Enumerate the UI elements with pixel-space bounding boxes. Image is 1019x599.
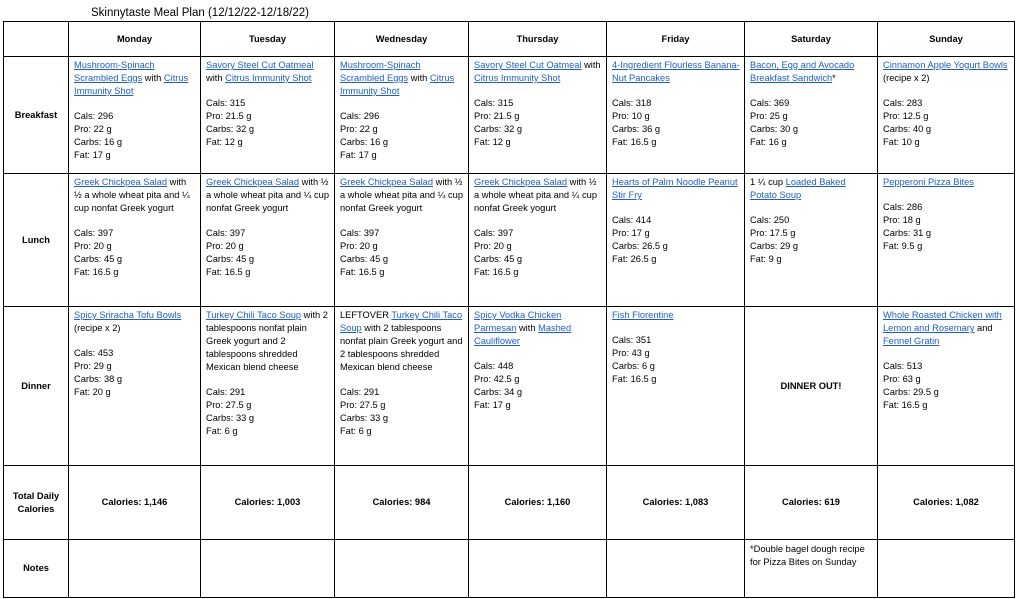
nutrition-info <box>474 360 602 412</box>
nutrition-line: Pro: 22 g <box>340 124 378 134</box>
meal-suffix-text: with ½ a whole wheat pita and ¼ cup nonfat Greek yogurt <box>474 177 598 213</box>
meal-connector-text: with <box>516 323 539 333</box>
recipe-link[interactable]: 4-Ingredient Flourless Banana-Nut Pancakes <box>612 60 740 83</box>
nutrition-info <box>206 227 330 279</box>
nutrition-line: Pro: 17 g <box>612 228 650 238</box>
nutrition-info <box>474 227 602 279</box>
nutrition-line: Cals: 397 <box>340 228 380 238</box>
meal-suffix-text: with 2 tablespoons nonfat plain Greek yogurt and 2 tablespoons shredded Mexican blend cheese <box>206 310 328 372</box>
nutrition-line: Cals: 369 <box>750 98 790 108</box>
nutrition-info <box>612 97 740 149</box>
meal-suffix-text: (recipe x 2) <box>883 73 930 83</box>
breakfast-cell-sunday <box>878 57 1015 174</box>
nutrition-line: Cals: 351 <box>612 335 652 345</box>
dinner-cell-friday <box>607 307 745 466</box>
nutrition-line: Fat: 16.5 g <box>612 374 657 384</box>
recipe-link[interactable]: Citrus Immunity Shot <box>474 73 561 83</box>
dinner-cell-saturday: DINNER OUT! <box>745 307 878 466</box>
meal-prefix-text: 1 ¼ cup <box>750 177 786 187</box>
header-row <box>4 22 1015 57</box>
note-text: *Double bagel dough recipe for Pizza Bites on Sunday <box>750 544 865 567</box>
total-calories-monday: Calories: 1,146 <box>69 466 201 540</box>
total-calories-sunday: Calories: 1,082 <box>878 466 1015 540</box>
nutrition-line: Fat: 16.5 g <box>474 267 519 277</box>
recipe-link[interactable]: Cinnamon Apple Yogurt Bowls <box>883 60 1008 70</box>
meal-description <box>612 59 740 85</box>
nutrition-line: Carbs: 38 g <box>74 374 123 384</box>
note-thursday <box>469 540 607 598</box>
total-calories-friday: Calories: 1,083 <box>607 466 745 540</box>
recipe-link[interactable]: Spicy Sriracha Tofu Bowls <box>74 310 182 320</box>
meal-description <box>340 59 464 98</box>
nutrition-line: Carbs: 6 g <box>612 361 655 371</box>
breakfast-cell-monday <box>69 57 201 174</box>
recipe-link[interactable]: Savory Steel Cut Oatmeal <box>474 60 582 70</box>
recipe-link[interactable]: Savory Steel Cut Oatmeal <box>206 60 314 70</box>
recipe-link[interactable]: Mashed Cauliflower <box>474 323 572 346</box>
lunch-cell-saturday <box>745 174 878 307</box>
nutrition-line: Pro: 43 g <box>612 348 650 358</box>
day-header-monday: Monday <box>69 22 201 57</box>
meal-cell-content <box>745 174 877 266</box>
nutrition-line: Fat: 16.5 g <box>883 400 928 410</box>
nutrition-line: Carbs: 32 g <box>206 124 255 134</box>
total-row <box>4 466 1015 540</box>
note-wednesday <box>335 540 469 598</box>
note-text <box>335 540 468 543</box>
nutrition-line: Carbs: 45 g <box>474 254 523 264</box>
meal-description <box>340 176 464 215</box>
page-title: Skinnytaste Meal Plan (12/12/22-12/18/22) <box>91 7 309 19</box>
nutrition-line: Cals: 397 <box>474 228 514 238</box>
row-label-breakfast: Breakfast <box>4 57 69 174</box>
meal-cell-content <box>878 307 1014 412</box>
meal-description <box>883 59 1010 85</box>
meal-cell-content <box>69 174 200 279</box>
nutrition-line: Pro: 20 g <box>206 241 244 251</box>
meal-cell-content <box>201 307 334 438</box>
meal-description <box>750 176 873 202</box>
recipe-link[interactable]: Greek Chickpea Salad <box>474 177 568 187</box>
nutrition-line: Carbs: 29.5 g <box>883 387 939 397</box>
total-calories-tuesday: Calories: 1,003 <box>201 466 335 540</box>
meal-suffix-text: with ½ a whole wheat pita and ¼ cup nonfat Greek yogurt <box>340 177 464 213</box>
nutrition-info <box>883 97 1010 149</box>
meal-suffix-text: * <box>832 73 836 83</box>
nutrition-line: Cals: 296 <box>340 111 380 121</box>
meal-description <box>750 59 873 85</box>
nutrition-info <box>340 227 464 279</box>
note-sunday <box>878 540 1015 598</box>
row-label-dinner: Dinner <box>4 307 69 466</box>
nutrition-line: Carbs: 33 g <box>340 413 389 423</box>
lunch-cell-thursday <box>469 174 607 307</box>
nutrition-line: Cals: 414 <box>612 215 652 225</box>
dinner-cell-monday <box>69 307 201 466</box>
recipe-link[interactable]: Mushroom-Spinach Scrambled Eggs <box>74 60 155 83</box>
meal-connector-text: with <box>206 73 226 83</box>
nutrition-line: Pro: 17.5 g <box>750 228 796 238</box>
meal-suffix-text: with ½ a whole wheat pita and ¼ cup nonfat Greek yogurt <box>206 177 330 213</box>
nutrition-line: Pro: 20 g <box>74 241 112 251</box>
meal-cell-content <box>335 174 468 279</box>
nutrition-line: Cals: 250 <box>750 215 790 225</box>
nutrition-line: Cals: 397 <box>206 228 246 238</box>
breakfast-cell-thursday <box>469 57 607 174</box>
meal-suffix-text: with ½ a whole wheat pita and ¼ cup nonfat Greek yogurt <box>74 177 190 213</box>
meal-description <box>74 309 196 335</box>
note-monday <box>69 540 201 598</box>
meal-cell-content <box>469 174 606 279</box>
meal-cell-content <box>69 307 200 399</box>
meal-cell-content <box>878 57 1014 149</box>
breakfast-cell-tuesday <box>201 57 335 174</box>
meal-description <box>474 59 602 85</box>
lunch-cell-friday <box>607 174 745 307</box>
recipe-link[interactable]: Turkey Chili Taco Soup <box>206 310 302 320</box>
meal-connector-text: and <box>974 323 993 333</box>
meal-description <box>883 176 1010 189</box>
nutrition-line: Carbs: 31 g <box>883 228 932 238</box>
row-label-total: Total Daily Calories <box>4 466 69 540</box>
nutrition-info <box>74 227 196 279</box>
breakfast-cell-friday <box>607 57 745 174</box>
meal-connector-text: with <box>142 73 164 83</box>
meal-suffix-text: (recipe x 2) <box>74 323 121 333</box>
meal-cell-content <box>607 174 744 266</box>
meal-cell-content <box>607 307 744 386</box>
meal-cell-content <box>201 174 334 279</box>
day-header-sunday: Sunday <box>878 22 1015 57</box>
nutrition-line: Cals: 286 <box>883 202 923 212</box>
recipe-link[interactable]: Turkey Chili Taco Soup <box>340 310 463 333</box>
nutrition-line: Cals: 397 <box>74 228 114 238</box>
nutrition-line: Fat: 17 g <box>74 150 111 160</box>
meal-description <box>612 309 740 322</box>
note-text <box>607 540 744 543</box>
meal-description <box>206 309 330 374</box>
day-header-thursday: Thursday <box>469 22 607 57</box>
dinner-cell-sunday <box>878 307 1015 466</box>
nutrition-line: Pro: 20 g <box>474 241 512 251</box>
meal-description <box>206 176 330 215</box>
nutrition-line: Pro: 27.5 g <box>340 400 386 410</box>
note-tuesday <box>201 540 335 598</box>
meal-connector-text: with <box>581 60 601 70</box>
meal-cell-content <box>745 57 877 149</box>
nutrition-line: Carbs: 29 g <box>750 241 799 251</box>
nutrition-line: Fat: 12 g <box>206 137 243 147</box>
meal-prefix-text: LEFTOVER <box>340 310 392 320</box>
nutrition-line: Cals: 453 <box>74 348 114 358</box>
nutrition-line: Pro: 25 g <box>750 111 788 121</box>
nutrition-line: Fat: 16.5 g <box>340 267 385 277</box>
nutrition-line: Cals: 448 <box>474 361 514 371</box>
nutrition-line: Pro: 12.5 g <box>883 111 929 121</box>
nutrition-info <box>206 386 330 438</box>
nutrition-line: Fat: 16 g <box>750 137 787 147</box>
recipe-link[interactable]: Citrus Immunity Shot <box>74 73 189 96</box>
meal-cell-content <box>607 57 744 149</box>
nutrition-line: Pro: 10 g <box>612 111 650 121</box>
nutrition-line: Carbs: 36 g <box>612 124 661 134</box>
nutrition-info <box>340 110 464 162</box>
meal-description <box>474 176 602 215</box>
total-calories-saturday: Calories: 619 <box>745 466 878 540</box>
lunch-cell-sunday <box>878 174 1015 307</box>
nutrition-line: Fat: 16.5 g <box>206 267 251 277</box>
nutrition-line: Fat: 20 g <box>74 387 111 397</box>
note-text <box>878 540 1014 543</box>
nutrition-info <box>340 386 464 438</box>
nutrition-line: Cals: 513 <box>883 361 923 371</box>
nutrition-line: Pro: 21.5 g <box>474 111 520 121</box>
recipe-link[interactable]: Bacon, Egg and Avocado Breakfast Sandwich <box>750 60 855 83</box>
meal-cell-content <box>201 57 334 149</box>
day-header-tuesday: Tuesday <box>201 22 335 57</box>
recipe-link[interactable]: Citrus Immunity Shot <box>340 73 455 96</box>
nutrition-line: Carbs: 34 g <box>474 387 523 397</box>
note-text <box>469 540 606 543</box>
recipe-link[interactable]: Spicy Vodka Chicken Parmesan <box>474 310 562 333</box>
nutrition-info <box>474 97 602 149</box>
nutrition-info <box>750 97 873 149</box>
nutrition-line: Carbs: 45 g <box>206 254 255 264</box>
recipe-link[interactable]: Fennel Gratin <box>883 336 940 346</box>
nutrition-line: Pro: 20 g <box>340 241 378 251</box>
nutrition-line: Fat: 16.5 g <box>612 137 657 147</box>
nutrition-line: Pro: 22 g <box>74 124 112 134</box>
row-label-lunch: Lunch <box>4 174 69 307</box>
day-header-wednesday: Wednesday <box>335 22 469 57</box>
meal-cell-content <box>69 57 200 162</box>
meal-plan-table <box>3 21 1015 598</box>
nutrition-info <box>750 214 873 266</box>
meal-description <box>612 176 740 202</box>
recipe-link[interactable]: Citrus Immunity Shot <box>225 73 312 83</box>
meal-cell-content <box>335 307 468 438</box>
breakfast-cell-saturday <box>745 57 878 174</box>
recipe-link[interactable]: Pepperoni Pizza Bites <box>883 177 974 187</box>
nutrition-info <box>883 201 1010 253</box>
nutrition-line: Fat: 16.5 g <box>74 267 119 277</box>
nutrition-line: Carbs: 33 g <box>206 413 255 423</box>
meal-connector-text: with <box>408 73 430 83</box>
nutrition-info <box>612 214 740 266</box>
meal-description <box>206 59 330 85</box>
meal-description <box>340 309 464 374</box>
nutrition-line: Carbs: 16 g <box>340 137 389 147</box>
dinner-cell-thursday <box>469 307 607 466</box>
dinner-cell-wednesday <box>335 307 469 466</box>
nutrition-line: Pro: 42.5 g <box>474 374 520 384</box>
breakfast-row <box>4 57 1015 174</box>
nutrition-line: Carbs: 40 g <box>883 124 932 134</box>
nutrition-info <box>74 347 196 399</box>
meal-description <box>474 309 602 348</box>
nutrition-line: Pro: 63 g <box>883 374 921 384</box>
nutrition-line: Pro: 21.5 g <box>206 111 252 121</box>
nutrition-line: Fat: 9.5 g <box>883 241 923 251</box>
nutrition-line: Cals: 283 <box>883 98 923 108</box>
breakfast-cell-wednesday <box>335 57 469 174</box>
nutrition-info <box>206 97 330 149</box>
nutrition-info <box>883 360 1010 412</box>
note-friday <box>607 540 745 598</box>
nutrition-line: Fat: 12 g <box>474 137 511 147</box>
meal-cell-content <box>878 174 1014 253</box>
nutrition-line: Cals: 315 <box>206 98 246 108</box>
recipe-link[interactable]: Whole Roasted Chicken with Lemon and Rosemary <box>883 310 1002 333</box>
recipe-link[interactable]: Greek Chickpea Salad <box>340 177 434 187</box>
nutrition-line: Carbs: 30 g <box>750 124 799 134</box>
nutrition-info <box>612 334 740 386</box>
recipe-link[interactable]: Loaded Baked Potato Soup <box>750 177 846 200</box>
nutrition-line: Carbs: 26.5 g <box>612 241 668 251</box>
nutrition-line: Cals: 315 <box>474 98 514 108</box>
notes-row <box>4 540 1015 598</box>
nutrition-line: Carbs: 32 g <box>474 124 523 134</box>
recipe-link[interactable]: Greek Chickpea Salad <box>74 177 168 187</box>
nutrition-line: Cals: 296 <box>74 111 114 121</box>
nutrition-line: Fat: 6 g <box>340 426 372 436</box>
nutrition-line: Carbs: 16 g <box>74 137 123 147</box>
nutrition-line: Cals: 291 <box>340 387 380 397</box>
nutrition-line: Fat: 10 g <box>883 137 920 147</box>
meal-description <box>74 59 196 98</box>
nutrition-line: Pro: 27.5 g <box>206 400 252 410</box>
recipe-link[interactable]: Greek Chickpea Salad <box>206 177 300 187</box>
nutrition-line: Cals: 291 <box>206 387 246 397</box>
lunch-cell-wednesday <box>335 174 469 307</box>
total-calories-thursday: Calories: 1,160 <box>469 466 607 540</box>
note-saturday <box>745 540 878 598</box>
note-text <box>69 540 200 543</box>
nutrition-info <box>74 110 196 162</box>
nutrition-line: Pro: 18 g <box>883 215 921 225</box>
lunch-cell-monday <box>69 174 201 307</box>
recipe-link[interactable]: Fish Florentine <box>612 310 674 320</box>
meal-description <box>74 176 196 215</box>
nutrition-line: Fat: 6 g <box>206 426 238 436</box>
meal-description <box>883 309 1010 348</box>
note-text <box>201 540 334 543</box>
row-label-notes: Notes <box>4 540 69 598</box>
lunch-row <box>4 174 1015 307</box>
dinner-row <box>4 307 1015 466</box>
nutrition-line: Fat: 17 g <box>474 400 511 410</box>
meal-cell-content <box>469 57 606 149</box>
nutrition-line: Fat: 9 g <box>750 254 782 264</box>
nutrition-line: Cals: 318 <box>612 98 652 108</box>
recipe-link[interactable]: Hearts of Palm Noodle Peanut Stir Fry <box>612 177 738 200</box>
meal-cell-content <box>469 307 606 412</box>
dinner-cell-tuesday <box>201 307 335 466</box>
recipe-link[interactable]: Mushroom-Spinach Scrambled Eggs <box>340 60 421 83</box>
day-header-friday: Friday <box>607 22 745 57</box>
meal-suffix-text: with 2 tablespoons nonfat plain Greek yogurt and 2 tablespoons shredded Mexican blend cheese <box>340 323 463 372</box>
lunch-cell-tuesday <box>201 174 335 307</box>
total-calories-wednesday: Calories: 984 <box>335 466 469 540</box>
nutrition-line: Pro: 29 g <box>74 361 112 371</box>
nutrition-line: Carbs: 45 g <box>340 254 389 264</box>
day-header-saturday: Saturday <box>745 22 878 57</box>
corner-cell <box>4 22 69 57</box>
nutrition-line: Fat: 17 g <box>340 150 377 160</box>
meal-cell-content <box>335 57 468 162</box>
nutrition-line: Fat: 26.5 g <box>612 254 657 264</box>
nutrition-line: Carbs: 45 g <box>74 254 123 264</box>
